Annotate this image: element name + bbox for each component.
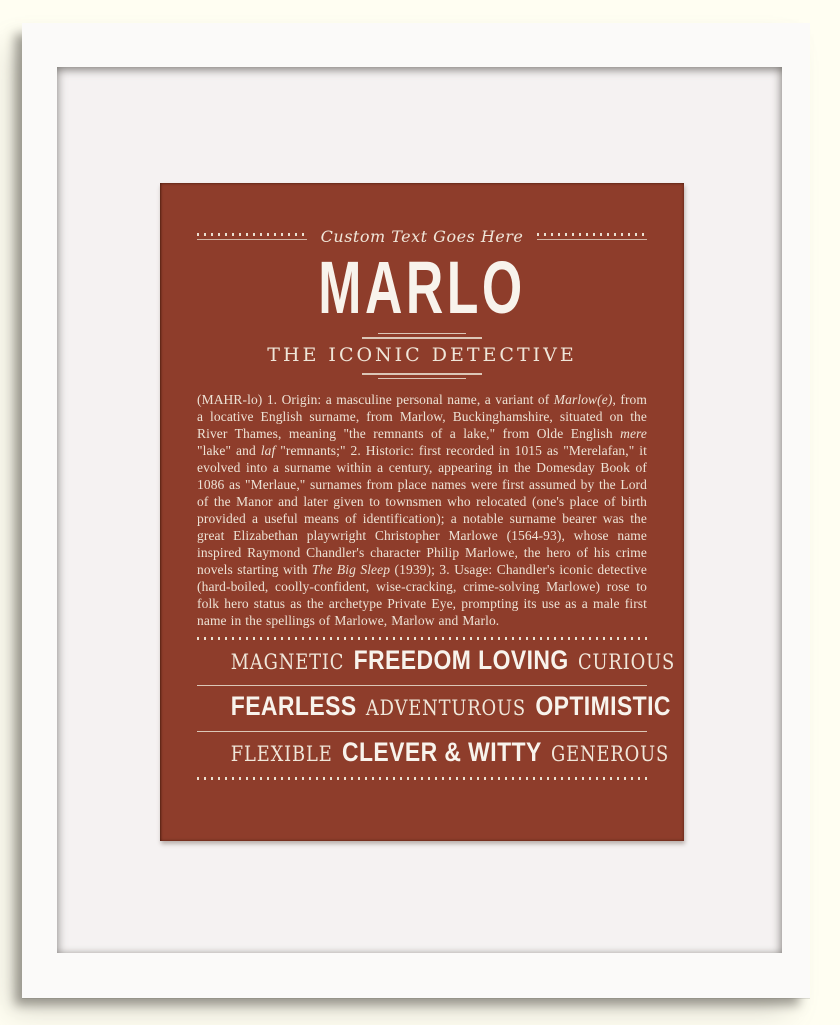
trait-word: OPTIMISTIC [535, 691, 671, 721]
dotted-rule-left-line [197, 239, 307, 240]
definition-text [197, 391, 647, 629]
subtitle: THE ICONIC DETECTIVE [267, 344, 577, 366]
trait-word: MAGNETIC [230, 650, 345, 674]
text-segment: "lake" and [197, 443, 261, 458]
text-segment: , from a locative English surname, from Marlow, Buckinghamshire, situated on the River Thames, meaning "the remnants of a lake," from Olde English [197, 392, 647, 441]
text-segment: Marlow(e) [553, 392, 613, 407]
dotted-rule-right-line [537, 239, 647, 240]
text-segment: The Big Sleep [311, 562, 391, 577]
trait-word: ADVENTUROUS [365, 696, 527, 720]
trait-word: FLEXIBLE [230, 742, 333, 766]
rule-long [362, 337, 482, 339]
trait-word: FREEDOM LOVING [353, 645, 569, 675]
dotted-rule-left [197, 233, 307, 240]
dotted-rule-left-dots [197, 233, 307, 236]
traits-block [197, 637, 676, 780]
thin-rule-1 [197, 685, 647, 686]
text-segment: "remnants;" 2. Historic: first recorded in 1015 as "Merelafan," it evolved into a surname within a century, appearing in the Domesday Book of 1086 as "Merlaue," surnames from place names were first assumed by the Lord of the Manor and later given to townsmen who relocated (one's place of birth provided a useful means of identification); a notable surname bearer was the great Elizabethan playwright Christopher Marlowe (1564-93), whose name inspired Raymond Chandler's character Philip Marlowe, the hero of his crime novels starting with [197, 443, 647, 577]
name-art-print [160, 183, 684, 841]
double-rule-above-subtitle [197, 333, 647, 339]
picture-frame [22, 23, 810, 998]
dotted-rule-right [537, 233, 647, 240]
custom-text-label: Custom Text Goes Here [320, 226, 524, 246]
text-segment: laf [260, 443, 276, 458]
rule-short [378, 333, 466, 334]
trait-word: CLEVER & WITTY [341, 737, 542, 767]
name-headline: MARLO [318, 246, 526, 329]
custom-text-row [197, 225, 647, 247]
text-segment: (MAHR-lo) 1. Origin: a masculine personal name, a variant of [197, 392, 554, 407]
frame-mat [57, 67, 782, 953]
dotted-rule-right-dots [537, 233, 647, 236]
thin-rule-2 [197, 731, 647, 732]
rule-long [362, 373, 482, 375]
trait-line-3 [230, 737, 670, 772]
dotted-separator-top [197, 637, 647, 640]
trait-word: CURIOUS [578, 650, 676, 674]
trait-word: GENEROUS [551, 742, 670, 766]
double-rule-below-subtitle [197, 373, 647, 379]
text-segment: (1939); 3. Usage: Chandler's iconic detective (hard-boiled, coolly-confident, wise-cracking, crime-solving Marlowe) rose to folk hero status as the archetype Private Eye, prompting its use as a male first name in the spellings of Marlowe, Marlow and Marlo. [197, 562, 647, 628]
rule-short [378, 378, 466, 379]
dotted-separator-bottom [197, 777, 647, 780]
trait-line-2 [230, 691, 671, 726]
text-segment: mere [620, 426, 647, 441]
trait-word: FEARLESS [230, 691, 357, 721]
trait-line-1 [230, 645, 676, 680]
